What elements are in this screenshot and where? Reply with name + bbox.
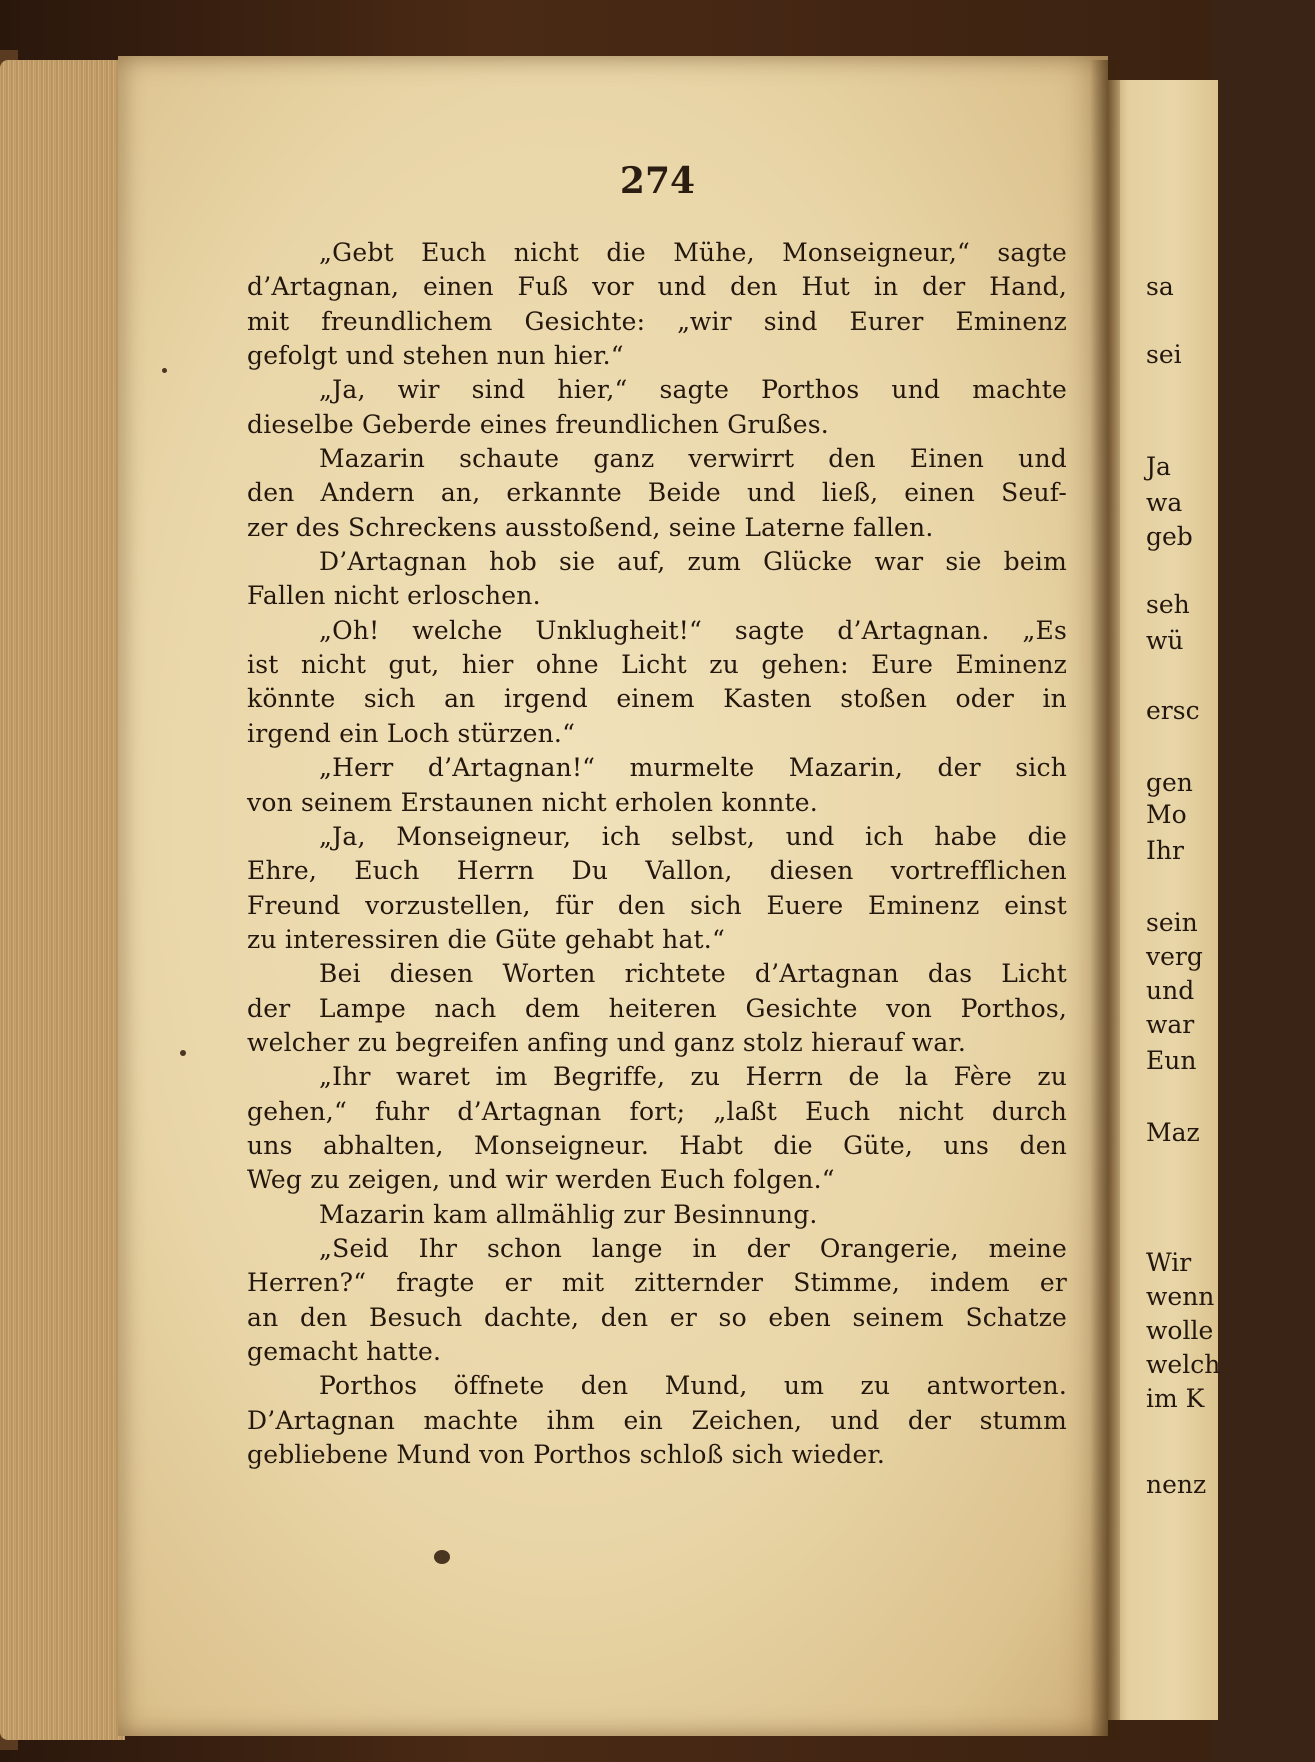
- facing-page-fragment: Ja: [1146, 452, 1171, 481]
- text-line: Bei diesen Worten richtete d’Artagnan das Licht: [319, 959, 1067, 989]
- text-line: D’Artagnan machte ihm ein Zeichen, und der stumm: [247, 1405, 1067, 1435]
- page-stack-edge: [0, 60, 125, 1740]
- facing-page-fragment: ersc: [1146, 696, 1200, 725]
- text-line: welcher zu begreifen anfing und ganz stolz hierauf war.: [247, 1027, 966, 1057]
- facing-page-fragment: Ihr: [1146, 836, 1184, 865]
- text-line: ist nicht gut, hier ohne Licht zu gehen: Eure Eminenz: [247, 650, 1067, 680]
- facing-page-fragment: Maz: [1146, 1118, 1200, 1147]
- facing-page-fragment: Eun: [1146, 1046, 1197, 1075]
- ink-spot: [434, 1550, 450, 1564]
- text-line: „Ihr waret im Begriffe, zu Herrn de la Fère zu: [319, 1062, 1067, 1092]
- facing-page-fragment: wü: [1146, 626, 1184, 655]
- text-line: gemacht hatte.: [247, 1337, 442, 1366]
- facing-page-fragment: verg: [1146, 942, 1203, 971]
- facing-page-fragment: war: [1146, 1010, 1195, 1039]
- text-line: Porthos öffnete den Mund, um zu antworten.: [319, 1371, 1067, 1401]
- text-line: an den Besuch dachte, den er so eben seinem Schatze: [247, 1302, 1067, 1332]
- facing-page-fragment: gen: [1146, 768, 1193, 797]
- text-line: dieselbe Geberde eines freundlichen Grußes.: [247, 409, 829, 439]
- text-line: Herren?“ fragte er mit zitternder Stimme, indem er: [247, 1268, 1067, 1298]
- gutter-shadow: [1090, 60, 1120, 1740]
- text-line: zu interessiren die Güte gehabt hat.“: [247, 924, 725, 954]
- facing-page-fragment: sa: [1146, 272, 1174, 301]
- text-line: gefolgt und stehen nun hier.“: [247, 341, 624, 371]
- text-line: „Ja, wir sind hier,“ sagte Porthos und machte: [319, 375, 1067, 405]
- body-text: [247, 236, 1067, 1472]
- text-line: den Andern an, erkannte Beide und ließ, einen Seuf-: [247, 478, 1067, 508]
- facing-page-fragment: wolle: [1146, 1316, 1214, 1345]
- facing-page-fragment: Wir: [1146, 1248, 1192, 1277]
- text-line: „Herr d’Artagnan!“ murmelte Mazarin, der sich: [319, 753, 1067, 783]
- text-line: „Gebt Euch nicht die Mühe, Monseigneur,“ sagte: [319, 238, 1067, 267]
- facing-page-fragment: Mo: [1146, 800, 1187, 829]
- text-line: „Seid Ihr schon lange in der Orangerie, meine: [319, 1233, 1067, 1263]
- text-line: D’Artagnan hob sie auf, zum Glücke war sie beim: [319, 547, 1067, 577]
- facing-page-fragment: im K: [1146, 1384, 1205, 1413]
- page-number: 274: [619, 160, 696, 202]
- text-line: der Lampe nach dem heiteren Gesichte von Porthos,: [247, 993, 1067, 1023]
- text-line: könnte sich an irgend einem Kasten stoßen oder in: [247, 684, 1067, 714]
- text-line: Fallen nicht erloschen.: [247, 581, 541, 611]
- text-line: „Oh! welche Unklugheit!“ sagte d’Artagnan. „Es: [319, 615, 1067, 645]
- text-line: zer des Schreckens ausstoßend, seine Laterne fallen.: [247, 512, 934, 542]
- text-line: Weg zu zeigen, und wir werden Euch folgen.“: [247, 1165, 835, 1195]
- text-line: Freund vorzustellen, für den sich Euere Eminenz einst: [247, 890, 1067, 920]
- facing-page-fragment: sein: [1146, 908, 1198, 937]
- text-line: „Ja, Monseigneur, ich selbst, und ich habe die: [319, 821, 1067, 851]
- text-line: von seinem Erstaunen nicht erholen konnte.: [247, 787, 818, 817]
- ink-spot: [180, 1050, 186, 1056]
- text-line: gehen,“ fuhr d’Artagnan fort; „laßt Euch nicht durch: [247, 1096, 1067, 1126]
- facing-page-fragment: sei: [1146, 340, 1182, 369]
- text-line: gebliebene Mund von Porthos schloß sich wieder.: [247, 1440, 886, 1470]
- facing-page-fragment: nenz: [1146, 1470, 1207, 1499]
- text-line: Ehre, Euch Herrn Du Vallon, diesen vortrefflichen: [247, 856, 1067, 886]
- facing-page-fragment: geb: [1146, 522, 1193, 551]
- text-line: irgend ein Loch stürzen.“: [247, 718, 576, 748]
- facing-page-fragment: welch: [1146, 1350, 1221, 1379]
- facing-page-fragment: wenn: [1146, 1282, 1215, 1311]
- facing-page-fragment: und: [1146, 976, 1195, 1005]
- facing-page-fragment: seh: [1146, 590, 1190, 619]
- text-line: Mazarin kam allmählig zur Besinnung.: [319, 1199, 818, 1229]
- text-line: mit freundlichem Gesichte: „wir sind Eurer Eminenz: [247, 306, 1067, 336]
- ink-spot: [162, 368, 167, 373]
- text-line: Mazarin schaute ganz verwirrt den Einen und: [319, 444, 1067, 474]
- text-line: d’Artagnan, einen Fuß vor und den Hut in der Hand,: [247, 272, 1067, 302]
- facing-page-fragment: wa: [1146, 488, 1183, 517]
- text-line: uns abhalten, Monseigneur. Habt die Güte, uns den: [247, 1130, 1067, 1160]
